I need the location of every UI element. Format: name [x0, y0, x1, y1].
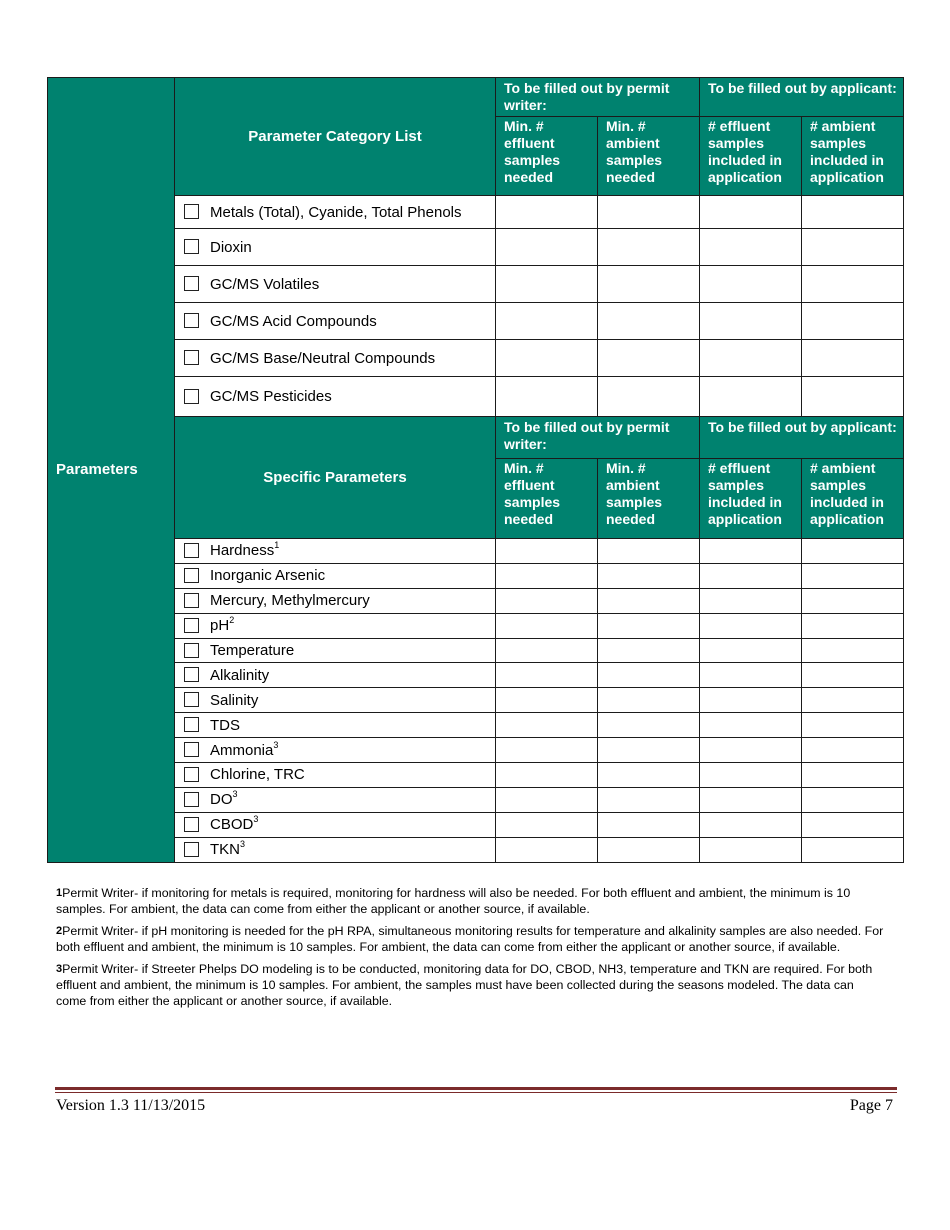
specific-parameter-row: [48, 812, 904, 837]
footnote-ref: 3: [273, 739, 279, 750]
col-min-ambient-header: Min. # ambient samples needed: [598, 117, 700, 196]
num-ambient-input[interactable]: [802, 266, 904, 303]
checkbox[interactable]: [184, 204, 199, 219]
num-ambient-input[interactable]: [802, 229, 904, 266]
specific-parameter-row: [48, 837, 904, 862]
checkbox[interactable]: [184, 792, 199, 807]
checkbox[interactable]: [184, 276, 199, 291]
category-row: [48, 340, 904, 377]
category-label: Metals (Total), Cyanide, Total Phenols: [210, 203, 462, 221]
min-ambient-input[interactable]: [598, 812, 700, 837]
checkbox[interactable]: [184, 692, 199, 707]
specific-parameter-row: [48, 613, 904, 638]
min-effluent-input[interactable]: [496, 539, 598, 564]
num-effluent-input[interactable]: [700, 340, 802, 377]
num-ambient-input[interactable]: [802, 588, 904, 613]
num-effluent-input[interactable]: [700, 229, 802, 266]
min-effluent-input[interactable]: [496, 196, 598, 229]
specific-parameter-label: Temperature: [210, 642, 295, 659]
num-effluent-input[interactable]: [700, 377, 802, 417]
min-ambient-input[interactable]: [598, 229, 700, 266]
min-effluent-input[interactable]: [496, 738, 598, 763]
col-num-ambient-header-2: # ambient samples included in application: [802, 459, 904, 539]
num-ambient-input[interactable]: [802, 713, 904, 738]
min-ambient-input[interactable]: [598, 588, 700, 613]
num-effluent-input[interactable]: [700, 663, 802, 688]
min-effluent-input[interactable]: [496, 340, 598, 377]
specific-parameter-label: TKN: [210, 841, 240, 859]
checkbox[interactable]: [184, 350, 199, 365]
specific-parameter-row: [48, 588, 904, 613]
num-ambient-input[interactable]: [802, 837, 904, 862]
checkbox[interactable]: [184, 842, 199, 857]
min-effluent-input[interactable]: [496, 763, 598, 788]
min-ambient-input[interactable]: [598, 196, 700, 229]
footer-rule: [55, 1087, 897, 1090]
footnote-3: 3Permit Writer- if Streeter Phelps DO modeling is to be conducted, monitoring data for DO, CBOD, NH3, temperature and TKN are required. For both effluent and ambient, the minimum is 10 samples. For ambient, the samples must have been collected during the seasons modeled. The data can come from either the applicant or another source, if available.: [56, 962, 873, 1008]
col-num-effluent-header-2: # effluent samples included in application: [700, 459, 802, 539]
num-ambient-input[interactable]: [802, 196, 904, 229]
permit-writer-group-header: To be filled out by permit writer:: [496, 78, 700, 117]
checkbox[interactable]: [184, 817, 199, 832]
category-list-header: Parameter Category List: [175, 78, 496, 196]
col-min-effluent-header: Min. # effluent samples needed: [496, 117, 598, 196]
parameters-table: [47, 77, 904, 863]
category-row: [48, 196, 904, 229]
min-ambient-input[interactable]: [598, 377, 700, 417]
checkbox[interactable]: [184, 667, 199, 682]
min-ambient-input[interactable]: [598, 763, 700, 788]
num-ambient-input[interactable]: [802, 377, 904, 417]
num-effluent-input[interactable]: [700, 613, 802, 638]
footnote-ref: 2: [229, 615, 235, 626]
min-ambient-input[interactable]: [598, 688, 700, 713]
applicant-group-header-2: To be filled out by applicant:: [700, 417, 904, 459]
min-effluent-input[interactable]: [496, 266, 598, 303]
specific-parameter-row: [48, 638, 904, 663]
footnote-ref: 3: [232, 789, 238, 800]
category-label: Dioxin: [210, 238, 252, 256]
num-ambient-input[interactable]: [802, 812, 904, 837]
checkbox[interactable]: [184, 618, 199, 633]
permit-writer-group-header-2: To be filled out by permit writer:: [496, 417, 700, 459]
num-ambient-input[interactable]: [802, 539, 904, 564]
specific-parameter-label: Inorganic Arsenic: [210, 567, 326, 585]
min-effluent-input[interactable]: [496, 588, 598, 613]
category-label: GC/MS Pesticides: [210, 388, 332, 405]
checkbox[interactable]: [184, 742, 199, 757]
num-effluent-input[interactable]: [700, 196, 802, 229]
checkbox[interactable]: [184, 389, 199, 404]
min-ambient-input[interactable]: [598, 663, 700, 688]
footnotes: [56, 885, 886, 1015]
min-ambient-input[interactable]: [598, 303, 700, 340]
num-ambient-input[interactable]: [802, 340, 904, 377]
num-ambient-input[interactable]: [802, 738, 904, 763]
applicant-group-header: To be filled out by applicant:: [700, 78, 904, 117]
specific-parameter-label: Ammonia: [210, 741, 274, 759]
num-ambient-input[interactable]: [802, 638, 904, 663]
checkbox[interactable]: [184, 568, 199, 583]
num-ambient-input[interactable]: [802, 663, 904, 688]
specific-parameter-label: TDS: [210, 716, 240, 734]
num-effluent-input[interactable]: [700, 563, 802, 588]
num-effluent-input[interactable]: [700, 837, 802, 862]
specific-parameter-row: [48, 787, 904, 812]
footnote-ref: 3: [253, 814, 259, 825]
min-ambient-input[interactable]: [598, 787, 700, 812]
footnote-ref: 1: [274, 540, 280, 551]
min-ambient-input[interactable]: [598, 837, 700, 862]
min-ambient-input[interactable]: [598, 638, 700, 663]
col-min-effluent-header-2: Min. # effluent samples needed: [496, 459, 598, 539]
min-effluent-input[interactable]: [496, 303, 598, 340]
specific-parameter-row: [48, 763, 904, 788]
min-effluent-input[interactable]: [496, 229, 598, 266]
num-ambient-input[interactable]: [802, 613, 904, 638]
min-ambient-input[interactable]: [598, 539, 700, 564]
category-row: [48, 266, 904, 303]
min-effluent-input[interactable]: [496, 638, 598, 663]
num-ambient-input[interactable]: [802, 563, 904, 588]
min-effluent-input[interactable]: [496, 837, 598, 862]
min-effluent-input[interactable]: [496, 613, 598, 638]
checkbox[interactable]: [184, 543, 199, 558]
specific-parameter-label: pH: [210, 617, 230, 635]
num-effluent-input[interactable]: [700, 713, 802, 738]
specific-parameter-label: Salinity: [210, 691, 259, 709]
version-date: Version 1.3 11/13/2015: [56, 1097, 206, 1114]
specific-parameter-row: [48, 688, 904, 713]
specific-parameter-row: [48, 663, 904, 688]
num-ambient-input[interactable]: [802, 787, 904, 812]
category-label: GC/MS Acid Compounds: [210, 312, 377, 330]
min-effluent-input[interactable]: [496, 812, 598, 837]
min-effluent-input[interactable]: [496, 713, 598, 738]
num-effluent-input[interactable]: [700, 738, 802, 763]
min-effluent-input[interactable]: [496, 377, 598, 417]
num-effluent-input[interactable]: [700, 787, 802, 812]
min-ambient-input[interactable]: [598, 340, 700, 377]
num-effluent-input[interactable]: [700, 763, 802, 788]
num-effluent-input[interactable]: [700, 588, 802, 613]
checkbox[interactable]: [184, 767, 199, 782]
num-effluent-input[interactable]: [700, 539, 802, 564]
min-effluent-input[interactable]: [496, 688, 598, 713]
col-num-ambient-header: # ambient samples included in application: [802, 117, 904, 196]
checkbox[interactable]: [184, 717, 199, 732]
num-ambient-input[interactable]: [802, 303, 904, 340]
footer-rule-thin: [55, 1092, 897, 1093]
min-effluent-input[interactable]: [496, 663, 598, 688]
category-label: GC/MS Volatiles: [210, 275, 320, 293]
specific-parameter-row: [48, 563, 904, 588]
specific-parameter-label: CBOD: [210, 816, 254, 834]
specific-parameter-label: DO: [210, 791, 233, 809]
category-row: [48, 377, 904, 417]
col-num-effluent-header: # effluent samples included in application: [700, 117, 802, 196]
category-label: GC/MS Base/Neutral Compounds: [210, 349, 436, 367]
specific-parameter-row: [48, 539, 904, 564]
checkbox[interactable]: [184, 593, 199, 608]
specific-parameter-row: [48, 713, 904, 738]
parameters-row-label: Parameters: [48, 78, 175, 863]
specific-parameter-row: [48, 738, 904, 763]
num-effluent-input[interactable]: [700, 638, 802, 663]
checkbox[interactable]: [184, 643, 199, 658]
min-ambient-input[interactable]: [598, 563, 700, 588]
specific-parameter-label: Hardness: [210, 542, 275, 560]
num-effluent-input[interactable]: [700, 688, 802, 713]
min-ambient-input[interactable]: [598, 266, 700, 303]
specific-parameters-header: Specific Parameters: [175, 417, 496, 539]
num-ambient-input[interactable]: [802, 763, 904, 788]
num-effluent-input[interactable]: [700, 303, 802, 340]
specific-parameter-label: Chlorine, TRC: [210, 766, 305, 784]
checkbox[interactable]: [184, 313, 199, 328]
specific-parameter-label: Mercury, Methylmercury: [210, 592, 370, 610]
page-number: Page 7: [849, 1097, 893, 1114]
col-min-ambient-header-2: Min. # ambient samples needed: [598, 459, 700, 539]
min-ambient-input[interactable]: [598, 738, 700, 763]
footnote-1: 1Permit Writer- if monitoring for metals is required, monitoring for hardness will also be needed. For both effluent and ambient, the minimum is 10 samples. For ambient, the data can come from either the applicant or another source, if available.: [56, 886, 851, 916]
category-row: [48, 229, 904, 266]
specific-parameter-label: Alkalinity: [210, 666, 270, 684]
checkbox[interactable]: [184, 239, 199, 254]
footnote-ref: 3: [240, 839, 246, 850]
num-effluent-input[interactable]: [700, 266, 802, 303]
min-effluent-input[interactable]: [496, 787, 598, 812]
footnote-2: 2Permit Writer- if pH monitoring is needed for the pH RPA, simultaneous monitoring results for temperature and alkalinity samples are also needed. For both effluent and ambient, the minimum is 10 samples. For ambient, the data can come from either the applicant or another source, if available.: [56, 924, 884, 954]
category-row: [48, 303, 904, 340]
min-ambient-input[interactable]: [598, 613, 700, 638]
min-effluent-input[interactable]: [496, 563, 598, 588]
num-effluent-input[interactable]: [700, 812, 802, 837]
num-ambient-input[interactable]: [802, 688, 904, 713]
min-ambient-input[interactable]: [598, 713, 700, 738]
